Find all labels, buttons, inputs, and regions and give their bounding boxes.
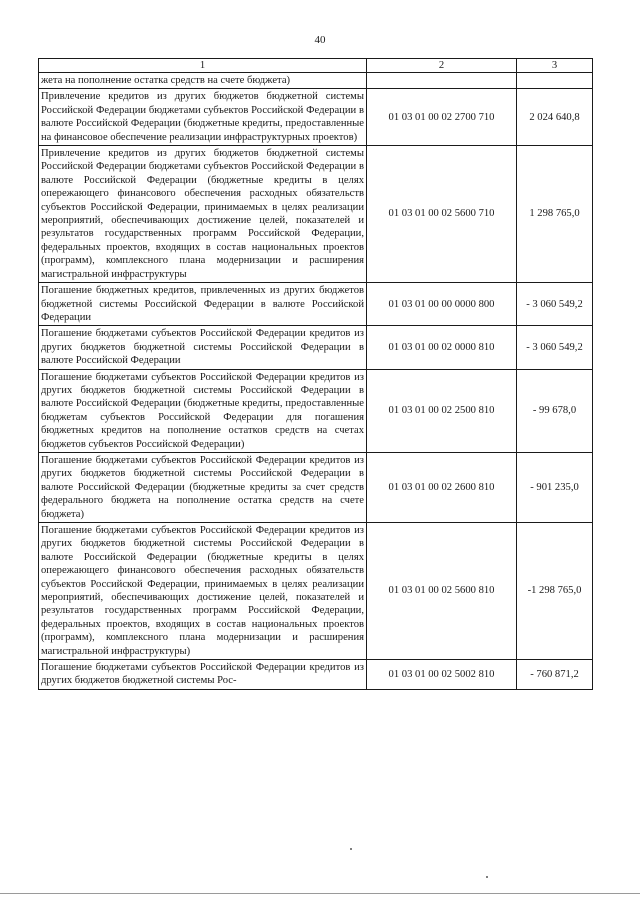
row-amount: -1 298 765,0 bbox=[517, 523, 593, 660]
row-code: 01 03 01 00 02 5600 710 bbox=[367, 146, 517, 283]
row-code: 01 03 01 00 02 2600 810 bbox=[367, 452, 517, 522]
table-row bbox=[39, 283, 593, 326]
table-row bbox=[39, 523, 593, 660]
table-row bbox=[39, 73, 593, 89]
scan-speck bbox=[486, 876, 488, 878]
column-header-1: 1 bbox=[39, 59, 367, 73]
row-description: Погашение бюджетами субъектов Российской Федерации кредитов из других бюджетов бюджетной системы Российской Федерации в валюте Российской Федерации (бюджетные кредиты, предоставленные бюджетам субъектов Российской Федерации для погашения бюджетных кредитов на пополнение остатков средств на счетах бюджетов субъектов Российской Федерации) bbox=[39, 369, 367, 452]
row-code bbox=[367, 73, 517, 89]
row-description: Погашение бюджетами субъектов Российской Федерации кредитов из других бюджетов бюджетной системы Рос- bbox=[39, 660, 367, 690]
page-number: 40 bbox=[314, 34, 326, 46]
row-amount bbox=[517, 73, 593, 89]
row-description: Привлечение кредитов из других бюджетов бюджетной системы Российской Федерации бюджетами субъектов Российской Федерации в валюте Российской Федерации (бюджетные кредиты, предоставленные на финансовое обеспечение реализации инфраструктурных проектов) bbox=[39, 89, 367, 146]
table-row bbox=[39, 89, 593, 146]
row-amount: - 99 678,0 bbox=[517, 369, 593, 452]
row-code: 01 03 01 00 02 0000 810 bbox=[367, 326, 517, 369]
row-description: жета на пополнение остатка средств на счете бюджета) bbox=[39, 73, 367, 89]
table-row bbox=[39, 660, 593, 690]
row-description: Привлечение кредитов из других бюджетов бюджетной системы Российской Федерации бюджетами субъектов Российской Федерации в валюте Российской Федерации (бюджетные кредиты в целях опережающего финансового обеспечения расходных обязательств субъектов Российской Федерации, принимаемых в целях реализации мероприятий, обеспечивающих достижение целей, показателей и результатов государственных программ Российской Федерации, федеральных проектов, входящих в состав национальных проектов (программ), комплексного плана модернизации и расширения магистральной инфраструктуры bbox=[39, 146, 367, 283]
row-amount: - 3 060 549,2 bbox=[517, 326, 593, 369]
row-amount: - 901 235,0 bbox=[517, 452, 593, 522]
row-description: Погашение бюджетами субъектов Российской Федерации кредитов из других бюджетов бюджетной системы Российской Федерации в валюте Российской Федерации (бюджетные кредиты в целях опережающего финансового обеспечения расходных обязательств субъектов Российской Федерации, принимаемых в целях реализации мероприятий, обеспечивающих достижение целей, показателей и результатов государственных программ Российской Федерации, федеральных проектов, входящих в состав национальных проектов (программ), комплексного плана модернизации и расширения магистральной инфраструктуры) bbox=[39, 523, 367, 660]
row-description: Погашение бюджетами субъектов Российской Федерации кредитов из других бюджетов бюджетной системы Российской Федерации в валюте Российской Федерации bbox=[39, 326, 367, 369]
scan-speck bbox=[350, 848, 352, 850]
table-row bbox=[39, 146, 593, 283]
column-header-3: 3 bbox=[517, 59, 593, 73]
row-description: Погашение бюджетных кредитов, привлеченных из других бюджетов бюджетной системы Российской Федерации в валюте Российской Федерации bbox=[39, 283, 367, 326]
table-row bbox=[39, 452, 593, 522]
row-amount: - 760 871,2 bbox=[517, 660, 593, 690]
row-description: Погашение бюджетами субъектов Российской Федерации кредитов из других бюджетов бюджетной системы Российской Федерации в валюте Российской Федерации (бюджетные кредиты за счет средств федерального бюджета на пополнение остатка средств на счете бюджета) bbox=[39, 452, 367, 522]
row-code: 01 03 01 00 02 5002 810 bbox=[367, 660, 517, 690]
row-code: 01 03 01 00 00 0000 800 bbox=[367, 283, 517, 326]
row-amount: - 3 060 549,2 bbox=[517, 283, 593, 326]
scan-edge-line bbox=[0, 893, 640, 894]
table-row bbox=[39, 369, 593, 452]
column-header-2: 2 bbox=[367, 59, 517, 73]
row-code: 01 03 01 00 02 5600 810 bbox=[367, 523, 517, 660]
table-row bbox=[39, 326, 593, 369]
table-header-row bbox=[39, 59, 593, 73]
row-amount: 1 298 765,0 bbox=[517, 146, 593, 283]
row-code: 01 03 01 00 02 2500 810 bbox=[367, 369, 517, 452]
budget-sources-table bbox=[38, 58, 593, 690]
row-code: 01 03 01 00 02 2700 710 bbox=[367, 89, 517, 146]
row-amount: 2 024 640,8 bbox=[517, 89, 593, 146]
